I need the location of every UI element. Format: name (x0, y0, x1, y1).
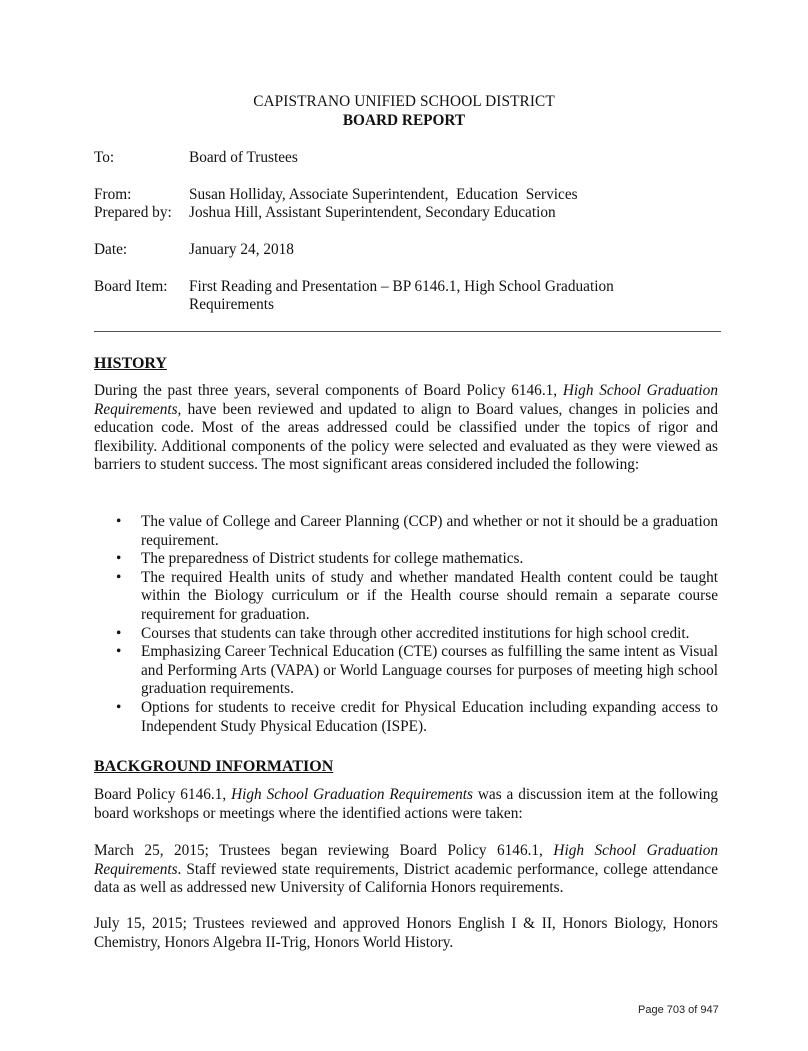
board-item-line-2: Requirements (189, 296, 274, 313)
background-heading: BACKGROUND INFORMATION (94, 758, 334, 775)
list-item (94, 569, 718, 625)
list-item-text: Courses that students can take through other accredited institutions for high school credit. (141, 624, 690, 642)
header-divider (94, 331, 721, 332)
memo-board-item-label: Board Item: (94, 278, 168, 295)
history-text-2: have been reviewed and updated to align to Board values, changes in policies and education code. Most of the areas addressed could be classified under the topics of rigor and flexibility. Additional components of the policy were selected and evaluated as they were viewed as barriers to student success. The most significant areas considered included the following: (94, 400, 718, 474)
memo-date-value: January 24, 2018 (189, 241, 294, 258)
memo-prepared-by-label: Prepared by: (94, 204, 172, 221)
memo-date-label: Date: (94, 241, 128, 258)
list-item (94, 550, 718, 569)
memo-board-item-value (189, 278, 709, 314)
background-intro-text-2: was a discussion item at the following board workshops or meetings where the identified actions were taken: (94, 786, 718, 822)
list-item-text: Emphasizing Career Technical Education (CTE) courses as fulfilling the same intent as Visual and Performing Arts (VAPA) or World Language courses for purposes of meeting high school graduation requirements. (141, 643, 718, 698)
background-policy-title: High School Graduation Requirements (231, 786, 473, 803)
bullet-icon: • (116, 568, 122, 586)
history-text-1: During the past three years, several components of Board Policy 6146.1, (94, 382, 563, 399)
bullet-icon: • (116, 698, 122, 716)
district-name: CAPISTRANO UNIFIED SCHOOL DISTRICT (253, 93, 555, 110)
list-item (94, 699, 718, 736)
list-item (94, 625, 718, 644)
list-item (94, 513, 718, 550)
report-title: BOARD REPORT (342, 112, 466, 129)
entry1-text-2: . Staff reviewed state requirements, District academic performance, college attendance data as well as addressed new University of California Honors requirements. (94, 860, 718, 897)
list-item-text: The required Health units of study and whether mandated Health content could be taught within the Biology curriculum or if the Health course should remain a separate course requirement for graduation. (141, 568, 718, 623)
entry1-policy-title: High School Graduation Requirements (94, 842, 718, 878)
history-bullet-list (94, 513, 718, 736)
background-intro-text-1: Board Policy 6146.1, (94, 786, 232, 803)
background-intro (94, 786, 718, 823)
list-item-text: The preparedness of District students for college mathematics. (141, 550, 524, 568)
memo-to-label: To: (94, 149, 115, 166)
memo-from-label: From: (94, 186, 132, 203)
memo-to-value: Board of Trustees (189, 149, 298, 166)
history-policy-title: High School Graduation Requirements, (94, 382, 718, 418)
background-entry-july-2015: July 15, 2015; Trustees reviewed and approved Honors English I & II, Honors Biology, Honors Chemistry, Honors Algebra II-Trig, Honors World History. (94, 915, 718, 951)
list-item-text: Options for students to receive credit for Physical Education including expanding access to Independent Study Physical Education (ISPE). (141, 698, 718, 735)
bullet-icon: • (116, 550, 122, 568)
list-item (94, 643, 718, 699)
list-item-text: The value of College and Career Planning (CCP) and whether or not it should be a graduation requirement. (141, 513, 718, 549)
bullet-icon: • (116, 643, 122, 661)
board-item-line-1: First Reading and Presentation – BP 6146.1, High School Graduation (189, 278, 614, 295)
history-paragraph (94, 382, 718, 475)
page-number: Page 703 of 947 (638, 1004, 719, 1016)
memo-from-value: Susan Holliday, Associate Superintendent, Education Services (189, 186, 578, 203)
bullet-icon: • (116, 624, 122, 642)
bullet-icon: • (116, 513, 122, 530)
background-entry-march-2015 (94, 842, 718, 898)
entry1-text-1: March 25, 2015; Trustees began reviewing Board Policy 6146.1, (94, 842, 554, 859)
history-heading: HISTORY (94, 355, 167, 372)
memo-prepared-by-value: Joshua Hill, Assistant Superintendent, Secondary Education (189, 204, 556, 221)
